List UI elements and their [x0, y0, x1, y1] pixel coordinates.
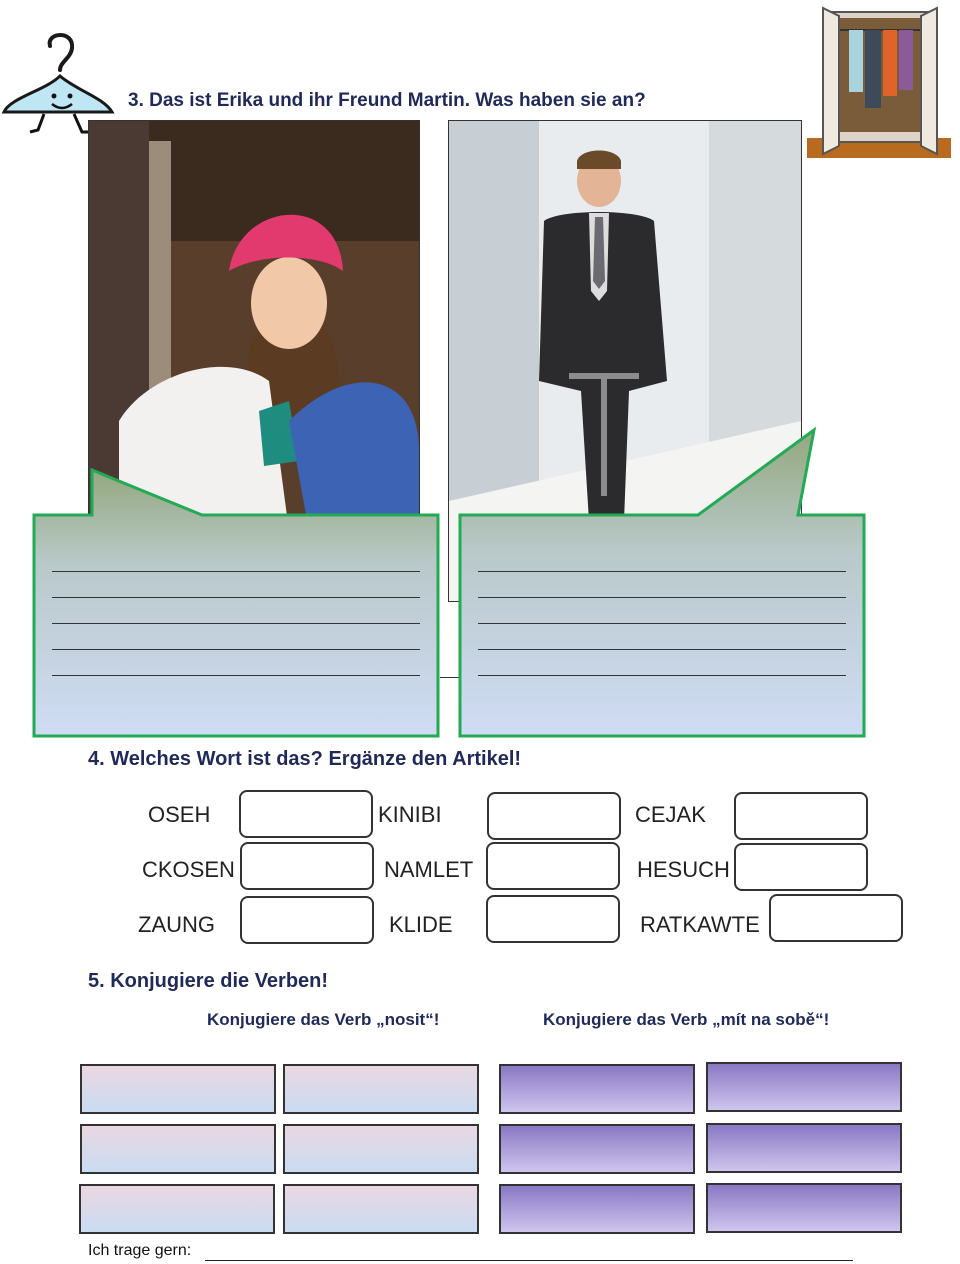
footer-writing-line[interactable]: [205, 1260, 853, 1261]
article-answer-box[interactable]: [734, 843, 868, 891]
writing-line[interactable]: [478, 623, 846, 624]
scrambled-word: NAMLET: [384, 857, 474, 882]
writing-line[interactable]: [52, 571, 420, 572]
conjugate-mit-na-sobe-label: Konjugiere das Verb „mít na sobě“!: [543, 1010, 830, 1029]
scrambled-word: KLIDE: [389, 912, 453, 937]
conjugation-box-nosit[interactable]: [283, 1184, 479, 1234]
article-answer-box[interactable]: [486, 895, 620, 943]
article-answer-box[interactable]: [769, 894, 903, 942]
article-answer-box[interactable]: [487, 792, 621, 840]
conjugation-box-mit-na-sobe[interactable]: [706, 1123, 902, 1173]
exercise-3-title: 3. Das ist Erika und ihr Freund Martin. Was haben sie an?: [128, 90, 646, 111]
conjugation-box-nosit[interactable]: [80, 1064, 276, 1114]
exercise-4-title: 4. Welches Wort ist das? Ergänze den Artikel!: [88, 748, 522, 770]
conjugation-box-mit-na-sobe[interactable]: [499, 1184, 695, 1234]
writing-line[interactable]: [52, 597, 420, 598]
scrambled-word: ZAUNG: [138, 912, 215, 937]
writing-line[interactable]: [478, 597, 846, 598]
divider: [440, 677, 460, 678]
conjugate-nosit-label: Konjugiere das Verb „nosit“!: [207, 1010, 440, 1029]
conjugation-box-mit-na-sobe[interactable]: [706, 1062, 902, 1112]
conjugation-box-nosit[interactable]: [79, 1184, 275, 1234]
scrambled-word: CKOSEN: [142, 857, 235, 882]
footer-label: Ich trage gern:: [88, 1242, 192, 1259]
article-answer-box[interactable]: [734, 792, 868, 840]
article-answer-box[interactable]: [239, 790, 373, 838]
conjugation-box-mit-na-sobe[interactable]: [706, 1183, 902, 1233]
scrambled-word: HESUCH: [637, 857, 730, 882]
speech-bubble-erika: [32, 466, 442, 745]
scrambled-word: OSEH: [148, 802, 211, 827]
writing-line[interactable]: [478, 649, 846, 650]
conjugation-box-nosit[interactable]: [283, 1124, 479, 1174]
scrambled-word: RATKAWTE: [640, 912, 760, 937]
conjugation-box-mit-na-sobe[interactable]: [499, 1124, 695, 1174]
article-answer-box[interactable]: [240, 842, 374, 890]
conjugation-box-nosit[interactable]: [283, 1064, 479, 1114]
writing-line[interactable]: [478, 571, 846, 572]
writing-line[interactable]: [52, 623, 420, 624]
scrambled-word: CEJAK: [635, 802, 706, 827]
writing-line[interactable]: [52, 675, 420, 676]
speech-bubble-martin: [458, 426, 868, 745]
exercise-5-title: 5. Konjugiere die Verben!: [88, 970, 329, 992]
scrambled-word: KINIBI: [378, 802, 442, 827]
writing-line[interactable]: [52, 649, 420, 650]
article-answer-box[interactable]: [240, 896, 374, 944]
conjugation-box-nosit[interactable]: [80, 1124, 276, 1174]
wardrobe-icon: [803, 4, 955, 167]
writing-line[interactable]: [478, 675, 846, 676]
conjugation-box-mit-na-sobe[interactable]: [499, 1064, 695, 1114]
article-answer-box[interactable]: [486, 842, 620, 890]
